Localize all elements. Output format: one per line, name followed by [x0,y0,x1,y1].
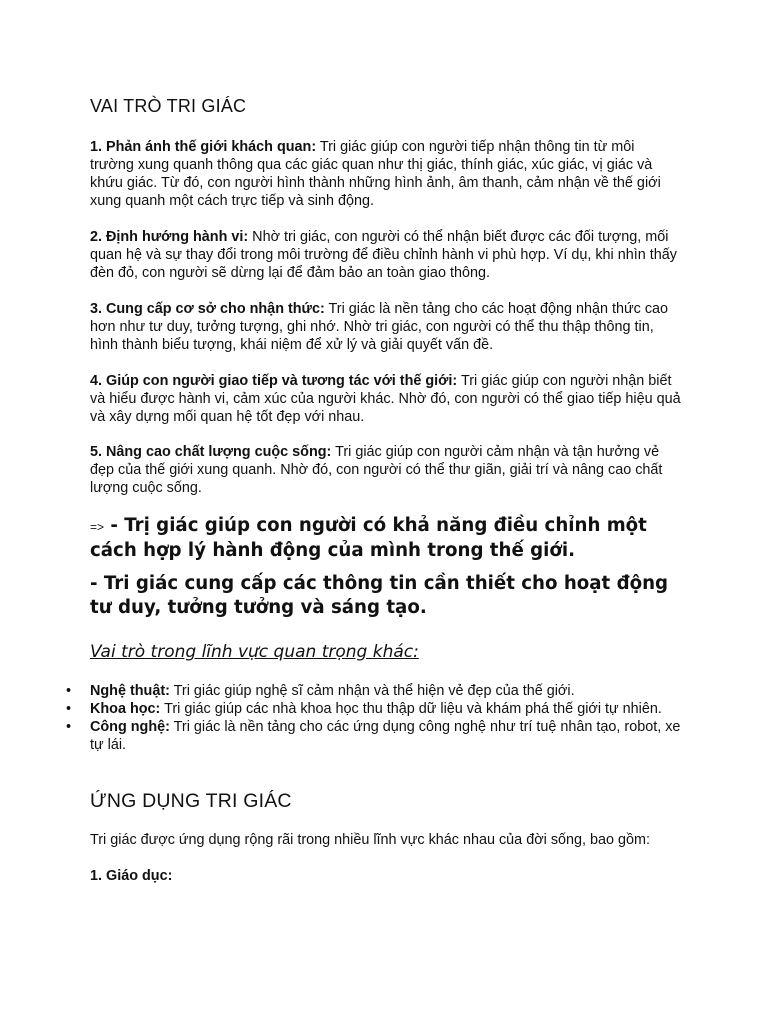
list-item-text: Tri giác là nền tảng cho các ứng dụng công nghệ như trí tuệ nhân tạo, robot, xe tự lái. [90,719,681,753]
role-item-5-label: 5. Nâng cao chất lượng cuộc sống: [90,444,332,460]
role-item-5-text: Tri giác giúp con người cảm nhận và tận hưởng vẻ đẹp của thế giới xung quanh. Nhờ đó, con người có thể thư giãn, giải trí và nâng cao chất lượng cuộc sống. [90,444,663,496]
role-item-4-text: Tri giác giúp con người nhận biết và hiểu được hành vi, cảm xúc của người khác. Nhờ đó, con người có thể giao tiếp hiệu quả và xây dựng mối quan hệ tốt đẹp với nhau. [90,373,681,425]
bullet-icon: • [66,683,72,699]
role-item-3-text: Tri giác là nền tảng cho các hoạt động nhận thức cao hơn như tư duy, tưởng tượng, ghi nhớ. Nhờ tri giác, con người có thể thu thập thông tin, hình thành biểu tượng, khái niệm để xử lý và giải quyết vấn đề. [90,301,669,353]
role-item-2-label: 2. Định hướng hành vi: [90,229,249,245]
role-item-4-label: 4. Giúp con người giao tiếp và tương tác với thế giới: [90,373,458,389]
bullet-icon: • [66,701,72,717]
role-item-3 [90,300,682,354]
list-item-label: Khoa học: [90,701,161,717]
role-item-3-label: 3. Cung cấp cơ sở cho nhận thức: [90,301,325,317]
role-item-1 [90,138,682,210]
conclusion-arrow: => [90,520,105,534]
list-item-label: Công nghệ: [90,719,170,735]
list-item-text: Tri giác giúp nghệ sĩ cảm nhận và thể hiện vẻ đẹp của thế giới. [169,683,575,699]
role-item-1-label: 1. Phản ánh thế giới khách quan: [90,139,317,155]
list-item [66,682,682,700]
role-item-2-text: Nhờ tri giác, con người có thể nhận biết được các đối tượng, mối quan hệ và sự thay đổi trong môi trường để điều chỉnh hành vi phù hợp. Ví dụ, khi nhìn thấy đèn đỏ, con người sẽ dừng lại để đảm bảo an toàn giao thông. [90,229,677,281]
other-fields-subheading: Vai trò trong lĩnh vực quan trọng khác: [90,642,419,662]
section-title-ung-dung: ỨNG DỤNG TRI GIÁC [90,790,292,812]
other-fields-list [66,682,682,754]
bullet-icon: • [66,719,72,735]
list-item-label: Nghệ thuật: [90,683,170,699]
role-item-1-text: Tri giác giúp con người tiếp nhận thông tin từ môi trường xung quanh thông qua các giác quan như thị giác, thính giác, xúc giác, vị giác và khứu giác. Từ đó, con người hình thành những hình ảnh, âm thanh, cảm nhận về thế giới xung quanh một cách trực tiếp và sinh động. [90,139,661,209]
conclusion-1-text: - Trị giác giúp con người có khả năng điều chỉnh một cách hợp lý hành động của mình trong thế giới. [90,515,647,561]
conclusion-2: - Tri giác cung cấp các thông tin cần thiết cho hoạt động tư duy, tưởng tưởng và sáng tạo. [90,573,669,618]
list-item [66,718,682,754]
role-item-2 [90,228,682,282]
applications-subheading-education: 1. Giáo dục: [90,868,173,884]
conclusion-1 [90,514,690,563]
role-item-4 [90,372,682,426]
applications-intro: Tri giác được ứng dụng rộng rãi trong nhiều lĩnh vực khác nhau của đời sống, bao gồm: [90,832,651,848]
role-item-5 [90,443,682,497]
list-item [66,700,682,718]
section-title-vai-tro: VAI TRÒ TRI GIÁC [90,96,247,116]
list-item-text: Tri giác giúp các nhà khoa học thu thập dữ liệu và khám phá thế giới tự nhiên. [160,701,662,717]
